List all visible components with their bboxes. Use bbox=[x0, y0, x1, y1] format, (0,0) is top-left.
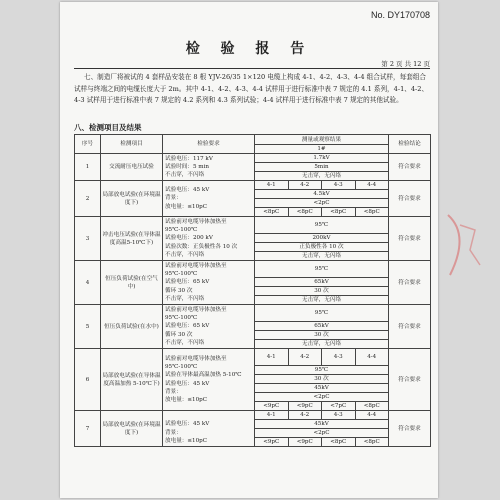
sample-description: 七、制造厂将被试的 4 套样品安装在 8 根 YJV-26/35 1×120 电缆上构成 4-1、4-2、4-3、4-4 组合试样，每套组合试样与终端之间的电缆长度大于 2m。其中 4-1、4-2、4-3、4-4 试样用于进行标准中表 7 规定的 4.1 系列，4-1、4-2、4-3 试样用于进行标准中表 7 规定的 4.2 系列和 4.3 系列试验；4-4 试样用于进行标准中表 7 规定的其他试验。 bbox=[74, 73, 429, 104]
conclusion-cell: 符合要求 bbox=[389, 261, 431, 305]
req-cell: 试验电压：117 kV 试验时间：5 min 不击穿，不闪络 bbox=[163, 154, 255, 181]
conclusion-cell: 符合要求 bbox=[389, 411, 431, 447]
seq-cell: 6 bbox=[75, 349, 101, 411]
document-number: No. DY170708 bbox=[370, 10, 430, 20]
req-cell: 试验前对电缆导体加热至 95℃-100℃ 试验电压：65 kV 循环 30 次 不击穿，不闪络 bbox=[163, 261, 255, 305]
req-cell: 试验前对电缆导体加热至 95℃-100℃ 试验在导体最高温加热 5-10℃ 试验电压：45 kV 背景： 放电量：≤10pC bbox=[163, 349, 255, 411]
header-seq: 序号 bbox=[75, 135, 101, 154]
result-cell: 4-1 4-2 4-3 4-4 4.5kV <2pC <8pC <8pC <8pC <8pC bbox=[255, 181, 389, 217]
conclusion-cell: 符合要求 bbox=[389, 349, 431, 411]
result-cell: 4-1 4-2 4-3 4-4 45kV <2pC <9pC <9pC <8pC <8pC bbox=[255, 411, 389, 447]
seq-cell: 1 bbox=[75, 154, 101, 181]
result-cell: 4-1 4-2 4-3 4-4 95℃ 30 次 45kV <2pC <9pC <9pC <7pC <8pC bbox=[255, 349, 389, 411]
item-cell: 局部放电试验(在环境温度下) bbox=[101, 411, 163, 447]
conclusion-cell: 符合要求 bbox=[389, 181, 431, 217]
result-cell: 95℃ 200kV 正负极性各 10 次 无击穿，无闪络 bbox=[255, 217, 389, 261]
result-cell: 95℃ 65kV 30 次 无击穿，无闪络 bbox=[255, 305, 389, 349]
result-cell: 1.7kV 5min 无击穿，无闪络 bbox=[255, 154, 389, 181]
item-cell: 冲击电压试验(在导体温度高温5-10℃下) bbox=[101, 217, 163, 261]
header-item: 检测项目 bbox=[101, 135, 163, 154]
item-cell: 恒压负荷试验(在空气中) bbox=[101, 261, 163, 305]
seq-cell: 5 bbox=[75, 305, 101, 349]
section-heading: 八、检测项目及结果 bbox=[74, 123, 142, 132]
conclusion-cell: 符合要求 bbox=[389, 305, 431, 349]
seq-cell: 7 bbox=[75, 411, 101, 447]
header-conclusion: 检验结论 bbox=[389, 135, 431, 154]
result-cell: 95℃ 65kV 30 次 无击穿，无闪络 bbox=[255, 261, 389, 305]
seq-cell: 4 bbox=[75, 261, 101, 305]
seq-cell: 3 bbox=[75, 217, 101, 261]
table-row bbox=[75, 349, 431, 411]
item-cell: 局部放电试验(在环境温度下) bbox=[101, 181, 163, 217]
report-title: 检 验 报 告 bbox=[185, 41, 313, 57]
table-row bbox=[75, 305, 431, 349]
report-page bbox=[60, 2, 438, 498]
table-row bbox=[75, 181, 431, 217]
table-row bbox=[75, 154, 431, 181]
conclusion-cell: 符合要求 bbox=[389, 217, 431, 261]
page-info: 第 2 页 共 12 页 bbox=[381, 60, 430, 68]
header-req: 检验要求 bbox=[163, 135, 255, 154]
table-row bbox=[75, 411, 431, 447]
seq-cell: 2 bbox=[75, 181, 101, 217]
table-row bbox=[75, 261, 431, 305]
req-cell: 试验前对电缆导体加热至 95℃-100℃ 试验电压：65 kV 循环 30 次 不击穿，不闪络 bbox=[163, 305, 255, 349]
header-sample: 1# bbox=[255, 145, 389, 154]
req-cell: 试验电压：45 kV 背景： 放电量：≤10pC bbox=[163, 411, 255, 447]
item-cell: 交流耐压电压试验 bbox=[101, 154, 163, 181]
header-result: 测量或观察结果 bbox=[255, 135, 389, 145]
conclusion-cell: 符合要求 bbox=[389, 154, 431, 181]
header-rule bbox=[74, 68, 430, 69]
item-cell: 局部放电试验(在导体温度高温加热 5-10℃下) bbox=[101, 349, 163, 411]
item-cell: 恒压负荷试验(在水中) bbox=[101, 305, 163, 349]
seal-stamp-fragment bbox=[440, 205, 490, 285]
req-cell: 试验电压：45 kV 背景： 放电量：≤10pC bbox=[163, 181, 255, 217]
req-cell: 试验前对电缆导体加热至 95℃-100℃ 试验电压：200 kV 试验次数：正负极性各 10 次 不击穿，不闪络 bbox=[163, 217, 255, 261]
table-row bbox=[75, 217, 431, 261]
test-results-table bbox=[74, 134, 431, 447]
